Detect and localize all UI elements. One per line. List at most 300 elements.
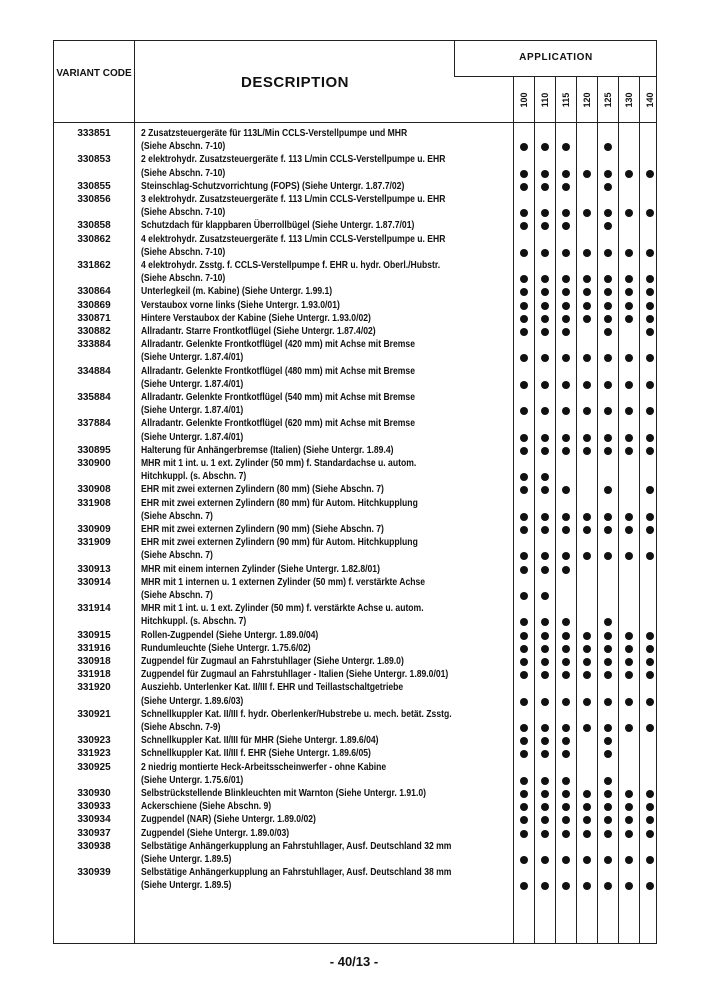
application-dot-130	[625, 856, 633, 864]
variant-code: 330895	[77, 444, 111, 456]
table-row	[54, 629, 656, 642]
table-row	[54, 338, 656, 364]
application-dot-110	[541, 856, 549, 864]
application-dot-100	[520, 698, 528, 706]
application-dot-110	[541, 315, 549, 323]
application-dot-100	[520, 671, 528, 679]
description	[141, 497, 459, 523]
column-header-label: 125	[603, 92, 613, 108]
application-dot-100	[520, 750, 528, 758]
application-dot-125	[604, 288, 612, 296]
variant-code: 333851	[77, 128, 111, 139]
application-dot-120	[583, 698, 591, 706]
application-dot-100	[520, 632, 528, 640]
application-dot-120	[583, 830, 591, 838]
variant-code: 331862	[77, 260, 111, 271]
application-dot-110	[541, 645, 549, 653]
application-dot-115	[562, 249, 570, 257]
description-line: Hintere Verstaubox der Kabine (Siehe Untergr. 1.93.0/02)	[141, 312, 371, 324]
application-dot-120	[583, 407, 591, 415]
description	[141, 761, 459, 787]
application-dot-125	[604, 143, 612, 151]
application-dot-100	[520, 513, 528, 521]
description	[141, 180, 459, 193]
description-line: (Siehe Untergr. 1.89.6/03)	[141, 695, 244, 707]
variant-code: 330908	[77, 484, 111, 496]
application-dot-110	[541, 302, 549, 310]
table-row	[54, 417, 656, 443]
application-dot-140	[646, 552, 654, 560]
application-dot-120	[583, 302, 591, 310]
description-line: (Siehe Abschn. 7)	[141, 589, 213, 601]
table-row	[54, 827, 656, 840]
application-dot-130	[625, 302, 633, 310]
application-dot-140	[646, 170, 654, 178]
application-dot-130	[625, 803, 633, 811]
application-dot-100	[520, 486, 528, 494]
description	[141, 827, 459, 840]
application-dot-125	[604, 830, 612, 838]
application-dot-100	[520, 183, 528, 191]
application-dot-100	[520, 882, 528, 890]
application-dot-115	[562, 737, 570, 745]
application-dot-115	[562, 803, 570, 811]
application-dot-110	[541, 486, 549, 494]
variant-code: 330882	[77, 326, 111, 337]
application-dot-110	[541, 671, 549, 679]
application-dot-120	[583, 658, 591, 666]
table-row	[54, 813, 656, 826]
description-line: MHR mit 1 internen u. 1 externen Zylinder (50 mm) f. verstärkte Achse	[141, 576, 426, 588]
table-row	[54, 787, 656, 800]
table-row	[54, 259, 656, 285]
application-dot-130	[625, 315, 633, 323]
variant-code: 330856	[77, 194, 111, 205]
description-line: Schnellkuppler Kat. II/III f. hydr. Oberlenker/Hubstrebe u. mech. betät. Zsstg.	[141, 708, 452, 720]
application-dot-120	[583, 552, 591, 560]
description-line: (Siehe Abschn. 7-10)	[141, 141, 226, 153]
table-row	[54, 457, 656, 483]
variant-code: 330930	[77, 788, 111, 799]
application-dot-140	[646, 658, 654, 666]
description-line: Steinschlag-Schutzvorrichtung (FOPS) (Siehe Untergr. 1.87.7/02)	[141, 180, 405, 192]
application-dot-100	[520, 354, 528, 362]
description-line: Selbstätige Anhängerkupplung an Fahrstuhllager, Ausf. Deutschland 32 mm	[141, 840, 452, 852]
application-dot-130	[625, 275, 633, 283]
application-dot-115	[562, 658, 570, 666]
application-dot-110	[541, 526, 549, 534]
table-row	[54, 365, 656, 391]
description	[141, 840, 459, 866]
description-line: EHR mit zwei externen Zylindern (80 mm) für Autom. Hitchkupplung	[141, 497, 418, 509]
variant-code: 330934	[77, 814, 111, 826]
description	[141, 391, 459, 417]
application-dot-100	[520, 777, 528, 785]
application-dot-125	[604, 803, 612, 811]
application-dot-140	[646, 856, 654, 864]
application-dot-115	[562, 434, 570, 442]
description	[141, 629, 459, 642]
table-row	[54, 536, 656, 562]
variant-code: 330923	[77, 735, 111, 747]
description-line: 2 niedrig montierte Heck-Arbeitsscheinwerfer - ohne Kabine	[141, 761, 387, 773]
variant-code: 330864	[77, 286, 111, 298]
application-dot-120	[583, 354, 591, 362]
application-dot-115	[562, 618, 570, 626]
description-line: Verstaubox vorne links (Siehe Untergr. 1.93.0/01)	[141, 299, 340, 311]
application-dot-125	[604, 526, 612, 534]
column-header-label: 110	[540, 92, 550, 108]
description	[141, 747, 459, 760]
description-line: Hitchkuppl. (s. Abschn. 7)	[141, 616, 247, 628]
application-dot-125	[604, 486, 612, 494]
description-line: Rundumleuchte (Siehe Untergr. 1.75.6/02)	[141, 642, 311, 654]
application-dot-140	[646, 447, 654, 455]
description	[141, 457, 459, 483]
application-dot-125	[604, 777, 612, 785]
description	[141, 444, 459, 457]
application-dot-100	[520, 170, 528, 178]
application-dot-130	[625, 381, 633, 389]
description-line: (Siehe Abschn. 7-10)	[141, 207, 226, 219]
application-dot-115	[562, 209, 570, 217]
application-dot-110	[541, 473, 549, 481]
variant-code: 330913	[77, 563, 111, 575]
application-dot-125	[604, 170, 612, 178]
description	[141, 193, 459, 219]
application-dot-100	[520, 275, 528, 283]
table-row	[54, 668, 656, 681]
application-dot-110	[541, 750, 549, 758]
application-dot-120	[583, 170, 591, 178]
application-dot-115	[562, 328, 570, 336]
table-row	[54, 734, 656, 747]
application-dot-120	[583, 315, 591, 323]
application-dot-130	[625, 447, 633, 455]
description-line: (Siehe Untergr. 1.87.4/01)	[141, 405, 244, 417]
application-dot-140	[646, 645, 654, 653]
description-line: (Siehe Untergr. 1.87.4/01)	[141, 431, 244, 443]
application-dot-110	[541, 592, 549, 600]
application-dot-130	[625, 698, 633, 706]
description-line: (Siehe Abschn. 7-10)	[141, 246, 226, 258]
description	[141, 299, 459, 312]
application-dot-120	[583, 434, 591, 442]
application-dot-100	[520, 209, 528, 217]
description	[141, 563, 459, 576]
application-dot-115	[562, 750, 570, 758]
description-line: Allradantr. Gelenkte Frontkotflügel (480 mm) mit Achse mit Bremse	[141, 365, 416, 377]
description	[141, 285, 459, 298]
application-dot-100	[520, 473, 528, 481]
application-dot-115	[562, 777, 570, 785]
application-dot-115	[562, 183, 570, 191]
application-dot-120	[583, 803, 591, 811]
application-dot-130	[625, 249, 633, 257]
description-line: (Siehe Abschn. 7)	[141, 550, 213, 562]
table-row	[54, 391, 656, 417]
description	[141, 259, 459, 285]
application-dot-140	[646, 724, 654, 732]
application-dot-100	[520, 566, 528, 574]
description-line: Rollen-Zugpendel (Siehe Untergr. 1.89.0/04)	[141, 629, 319, 641]
application-dot-115	[562, 671, 570, 679]
application-dot-140	[646, 288, 654, 296]
application-dot-125	[604, 513, 612, 521]
application-dot-110	[541, 170, 549, 178]
description-line: MHR mit 1 int. u. 1 ext. Zylinder (50 mm) f. Standardachse u. autom.	[141, 458, 417, 469]
description	[141, 576, 459, 602]
application-dot-120	[583, 816, 591, 824]
application-dot-115	[562, 632, 570, 640]
application-dot-130	[625, 830, 633, 838]
column-header-125	[598, 80, 618, 120]
variant-code: 330915	[77, 629, 111, 641]
application-dot-115	[562, 288, 570, 296]
application-dot-100	[520, 816, 528, 824]
description	[141, 219, 459, 232]
table-row	[54, 483, 656, 496]
description	[141, 325, 459, 338]
application-dot-110	[541, 183, 549, 191]
application-dot-130	[625, 882, 633, 890]
table-row	[54, 708, 656, 734]
application-dot-140	[646, 381, 654, 389]
application-dot-110	[541, 737, 549, 745]
application-dot-100	[520, 856, 528, 864]
variant-code: 330918	[77, 656, 111, 667]
application-dot-140	[646, 513, 654, 521]
description-line: (Siehe Abschn. 7-10)	[141, 167, 226, 179]
description-line: 2 Zusatzsteuergeräte für 113L/Min CCLS-Verstellpumpe und MHR	[141, 128, 408, 139]
description	[141, 365, 459, 391]
table-row	[54, 285, 656, 298]
description-line: 3 elektrohydr. Zusatzsteuergeräte f. 113 L/min CCLS-Verstellpumpe u. EHR	[141, 194, 446, 205]
column-header-130	[619, 80, 639, 120]
column-header-label: 120	[582, 92, 592, 108]
table-row	[54, 866, 656, 892]
application-dot-115	[562, 302, 570, 310]
application-dot-110	[541, 658, 549, 666]
application-dot-140	[646, 698, 654, 706]
application-dot-110	[541, 698, 549, 706]
column-header-label: 100	[519, 92, 529, 108]
description	[141, 866, 459, 892]
table-row	[54, 219, 656, 232]
application-dot-125	[604, 658, 612, 666]
application-dot-120	[583, 447, 591, 455]
application-dot-125	[604, 302, 612, 310]
application-dot-140	[646, 882, 654, 890]
application-dot-100	[520, 618, 528, 626]
description-line: Selbstätige Anhängerkupplung an Fahrstuhllager, Ausf. Deutschland 38 mm	[141, 867, 452, 879]
table-row	[54, 180, 656, 193]
description-line: (Siehe Abschn. 7)	[141, 510, 213, 522]
application-dot-130	[625, 209, 633, 217]
column-header-110	[535, 80, 555, 120]
variant-code: 335884	[77, 392, 111, 403]
application-dot-100	[520, 592, 528, 600]
application-dot-125	[604, 552, 612, 560]
description-line: Ausziehb. Unterlenker Kat. II/III f. EHR und Teillastschaltgetriebe	[141, 682, 404, 694]
application-dot-110	[541, 632, 549, 640]
application-dot-125	[604, 183, 612, 191]
application-dot-100	[520, 658, 528, 666]
variant-code: 331914	[77, 603, 111, 615]
application-dot-125	[604, 328, 612, 336]
application-dot-110	[541, 790, 549, 798]
application-dot-115	[562, 407, 570, 415]
description-line: EHR mit zwei externen Zylindern (80 mm) (Siehe Abschn. 7)	[141, 484, 384, 496]
description	[141, 312, 459, 325]
application-dot-110	[541, 882, 549, 890]
application-dot-100	[520, 249, 528, 257]
table-row	[54, 153, 656, 179]
application-dot-100	[520, 315, 528, 323]
application-dot-115	[562, 354, 570, 362]
table-row	[54, 523, 656, 536]
application-dot-110	[541, 724, 549, 732]
table-row	[54, 681, 656, 707]
application-dot-120	[583, 381, 591, 389]
variant-code: 330933	[77, 801, 111, 813]
application-dot-120	[583, 790, 591, 798]
application-dot-110	[541, 354, 549, 362]
table-row	[54, 642, 656, 655]
application-dot-125	[604, 724, 612, 732]
column-header-label: 140	[645, 92, 655, 108]
application-dot-120	[583, 632, 591, 640]
application-dot-120	[583, 856, 591, 864]
variant-code: 330855	[77, 180, 111, 192]
application-dot-110	[541, 777, 549, 785]
application-dot-110	[541, 447, 549, 455]
application-dot-115	[562, 222, 570, 230]
application-dot-125	[604, 698, 612, 706]
application-dot-130	[625, 790, 633, 798]
application-dot-110	[541, 143, 549, 151]
application-dot-115	[562, 315, 570, 323]
application-dot-130	[625, 632, 633, 640]
variant-code: 337884	[77, 418, 111, 430]
description-line: Zugpendel (Siehe Untergr. 1.89.0/03)	[141, 827, 290, 839]
application-dot-120	[583, 209, 591, 217]
application-dot-125	[604, 222, 612, 230]
description	[141, 787, 459, 800]
application-dot-115	[562, 856, 570, 864]
divider	[53, 122, 657, 123]
description-line: (Siehe Untergr. 1.89.5)	[141, 853, 232, 865]
variant-code: 330921	[77, 708, 111, 720]
description-line: Allradantr. Gelenkte Frontkotflügel (620 mm) mit Achse mit Bremse	[141, 418, 416, 430]
application-dot-115	[562, 816, 570, 824]
description	[141, 233, 459, 259]
variant-code: 330914	[77, 576, 111, 588]
description-line: Allradantr. Gelenkte Frontkotflügel (540 mm) mit Achse mit Bremse	[141, 392, 416, 403]
description-line: MHR mit 1 int. u. 1 ext. Zylinder (50 mm) f. verstärkte Achse u. autom.	[141, 603, 424, 615]
application-dot-130	[625, 407, 633, 415]
application-dot-125	[604, 671, 612, 679]
application-dot-120	[583, 882, 591, 890]
application-dot-125	[604, 882, 612, 890]
description-line: Zugpendel (NAR) (Siehe Untergr. 1.89.0/02)	[141, 814, 316, 826]
description-line: 2 elektrohydr. Zusatzsteuergeräte f. 113 L/min CCLS-Verstellpumpe u. EHR	[141, 154, 446, 166]
variant-code: 333884	[77, 339, 111, 351]
application-dot-130	[625, 671, 633, 679]
application-dot-100	[520, 803, 528, 811]
variant-code: 330900	[77, 458, 111, 469]
application-dot-110	[541, 288, 549, 296]
application-dot-110	[541, 328, 549, 336]
variant-code: 331908	[77, 497, 111, 509]
application-dot-125	[604, 737, 612, 745]
application-dot-115	[562, 645, 570, 653]
variant-code: 330871	[77, 312, 111, 324]
application-dot-125	[604, 447, 612, 455]
description	[141, 417, 459, 443]
application-dot-115	[562, 447, 570, 455]
description	[141, 153, 459, 179]
application-dot-115	[562, 830, 570, 838]
application-dot-100	[520, 434, 528, 442]
application-dot-100	[520, 328, 528, 336]
variant-code: 330925	[77, 761, 111, 773]
variant-code: 331918	[77, 669, 111, 681]
application-dot-125	[604, 354, 612, 362]
description	[141, 483, 459, 496]
description	[141, 642, 459, 655]
application-dot-110	[541, 209, 549, 217]
application-dot-115	[562, 790, 570, 798]
table-row	[54, 193, 656, 219]
application-dot-110	[541, 407, 549, 415]
variant-code: 331920	[77, 682, 111, 694]
description	[141, 800, 459, 813]
variant-code: 331923	[77, 748, 111, 760]
description-line: Schutzdach für klappbaren Überrollbügel (Siehe Untergr. 1.87.7/01)	[141, 220, 415, 232]
column-header-120	[577, 80, 597, 120]
application-dot-140	[646, 315, 654, 323]
description-line: EHR mit zwei externen Zylindern (90 mm) (Siehe Abschn. 7)	[141, 524, 384, 535]
table-row	[54, 312, 656, 325]
description-line: Schnellkuppler Kat. II/III für MHR (Siehe Untergr. 1.89.6/04)	[141, 735, 379, 747]
application-dot-125	[604, 249, 612, 257]
application-dot-100	[520, 302, 528, 310]
column-header-100	[514, 80, 534, 120]
application-dot-115	[562, 486, 570, 494]
application-dot-100	[520, 526, 528, 534]
application-dot-125	[604, 275, 612, 283]
application-dot-120	[583, 249, 591, 257]
application-dot-130	[625, 354, 633, 362]
description	[141, 655, 459, 668]
table-row	[54, 840, 656, 866]
application-dot-110	[541, 566, 549, 574]
column-header-140	[640, 80, 660, 120]
description-line: Hitchkuppl. (s. Abschn. 7)	[141, 471, 247, 483]
description-line: Unterlegkeil (m. Kabine) (Siehe Untergr. 1.99.1)	[141, 286, 333, 298]
description-line: (Siehe Untergr. 1.87.4/01)	[141, 352, 244, 364]
description	[141, 536, 459, 562]
variant-code: 331916	[77, 642, 111, 654]
description	[141, 602, 459, 628]
table-row	[54, 497, 656, 523]
application-dot-120	[583, 513, 591, 521]
description-line: (Siehe Untergr. 1.89.5)	[141, 880, 232, 892]
variant-code: 330909	[77, 524, 111, 535]
application-dot-100	[520, 830, 528, 838]
application-dot-125	[604, 645, 612, 653]
